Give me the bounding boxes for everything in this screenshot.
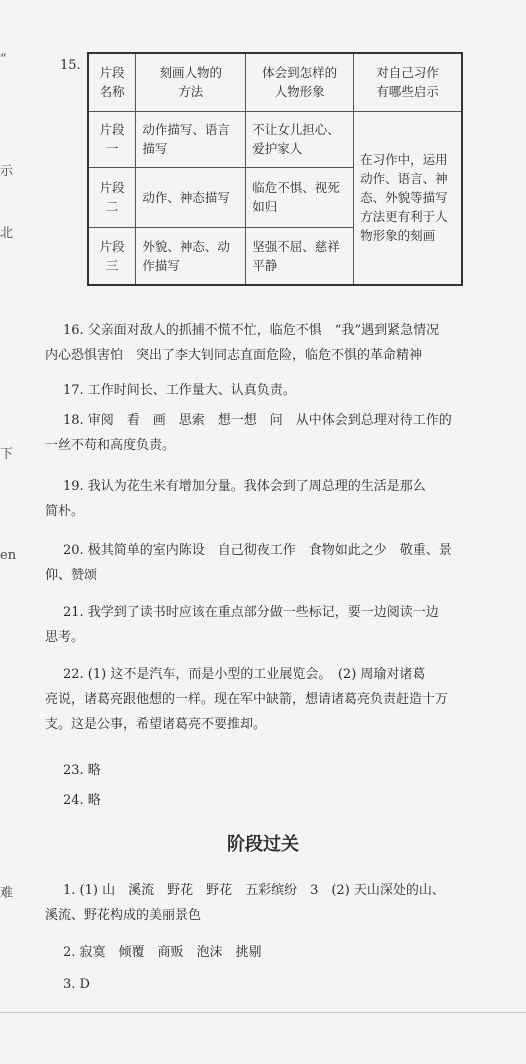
header-cell [136, 53, 246, 111]
header-cell [354, 53, 462, 111]
answer-line: 亮说，诸葛亮跟他想的一样。现在军中缺箭，想请诸葛亮负责赶造十万 [45, 692, 449, 707]
answer-line: 3. D [63, 977, 90, 992]
answer-line: 23. 略 [63, 763, 101, 778]
answer-line: 一丝不苟和高度负责。 [45, 438, 176, 453]
writing-insight: 在习作中，运用动作、语言、神态、外貌等描写方法更有利于人物形象的刻画 [354, 111, 462, 285]
page-divider [0, 1012, 526, 1013]
fragment-method: 外貌、神态、动作描写 [136, 227, 246, 285]
header-text: 体会到怎样的 人物形象 [262, 65, 338, 100]
section-answer-2 [45, 940, 465, 965]
header-cell [88, 53, 136, 111]
margin-fragment: 示 [0, 164, 14, 179]
answer-21 [45, 600, 465, 650]
fragment-image: 坚强不屈、慈祥平静 [246, 227, 354, 285]
header-text: 片段 名称 [99, 65, 125, 100]
answer-line: 溪流、野花构成的美丽景色 [45, 908, 202, 923]
header-text: 刻画人物的 方法 [159, 65, 223, 100]
answer-20 [45, 538, 465, 588]
header-cell [246, 53, 354, 111]
margin-fragment: en [0, 548, 17, 563]
margin-fragment: 难 [0, 886, 14, 901]
answer-23 [45, 758, 465, 783]
answer-line: 20. 极其简单的室内陈设 自己彻夜工作 食物如此之少 敬重、景 [63, 543, 452, 558]
answer-line: 内心恐惧害怕 突出了李大钊同志直面危险，临危不惧的革命精神 [45, 348, 423, 363]
fragment-method: 动作描写、语言描写 [136, 111, 246, 167]
answer-line: 22. (1) 这不是汽车，而是小型的工业展览会。 (2) 周瑜对诸葛 [63, 667, 426, 682]
answer-22 [45, 662, 465, 737]
section-answer-3 [45, 972, 465, 997]
answer-line: 19. 我认为花生米有增加分量。我体会到了周总理的生活是那么 [63, 479, 426, 494]
fragment-name: 片段三 [88, 227, 136, 285]
answer-24 [45, 788, 465, 813]
answer-17 [45, 378, 465, 403]
header-text: 对自己习作 有哪些启示 [376, 65, 439, 100]
answer-line: 24. 略 [63, 793, 101, 808]
answer-table [87, 52, 463, 286]
answer-line: 思考。 [45, 630, 85, 645]
answer-line: 1. (1) 山 溪流 野花 野花 五彩缤纷 3 (2) 天山深处的山、 [63, 883, 445, 898]
answer-line: 17. 工作时间长、工作量大、认真负责。 [63, 383, 296, 398]
answer-18 [45, 408, 465, 458]
table-header-row [88, 53, 462, 111]
answer-line: 16. 父亲面对敌人的抓捕不慌不忙，临危不惧 “我”遇到紧急情况 [63, 323, 440, 338]
answer-line: 2. 寂寞 倾覆 商贩 泡沫 挑剔 [63, 945, 262, 960]
table-row [88, 111, 462, 167]
section-answer-1 [45, 878, 465, 928]
fragment-name: 片段一 [88, 111, 136, 167]
fragment-image: 不让女儿担心、爱护家人 [246, 111, 354, 167]
fragment-method: 动作、神态描写 [136, 167, 246, 227]
answer-line: 18. 审阅 看 画 思索 想一想 问 从中体会到总理对待工作的 [63, 413, 452, 428]
answer-19 [45, 474, 465, 524]
answer-line: 支。这是公事，希望诸葛亮不要推却。 [45, 717, 267, 732]
section-title: 阶段过关 [227, 834, 299, 855]
margin-fragment: 下 [0, 447, 14, 462]
answer-line: 简朴。 [45, 504, 85, 519]
question-number: 15. [60, 58, 81, 73]
answer-line: 21. 我学到了读书时应该在重点部分做一些标记，要一边阅读一边 [63, 605, 439, 620]
answer-line: 仰、赞颂 [45, 568, 98, 583]
margin-fragment: ” [0, 52, 7, 67]
fragment-name: 片段二 [88, 167, 136, 227]
answer-16 [45, 318, 465, 368]
fragment-image: 临危不惧、视死如归 [246, 167, 354, 227]
margin-fragment: 北 [0, 226, 14, 241]
